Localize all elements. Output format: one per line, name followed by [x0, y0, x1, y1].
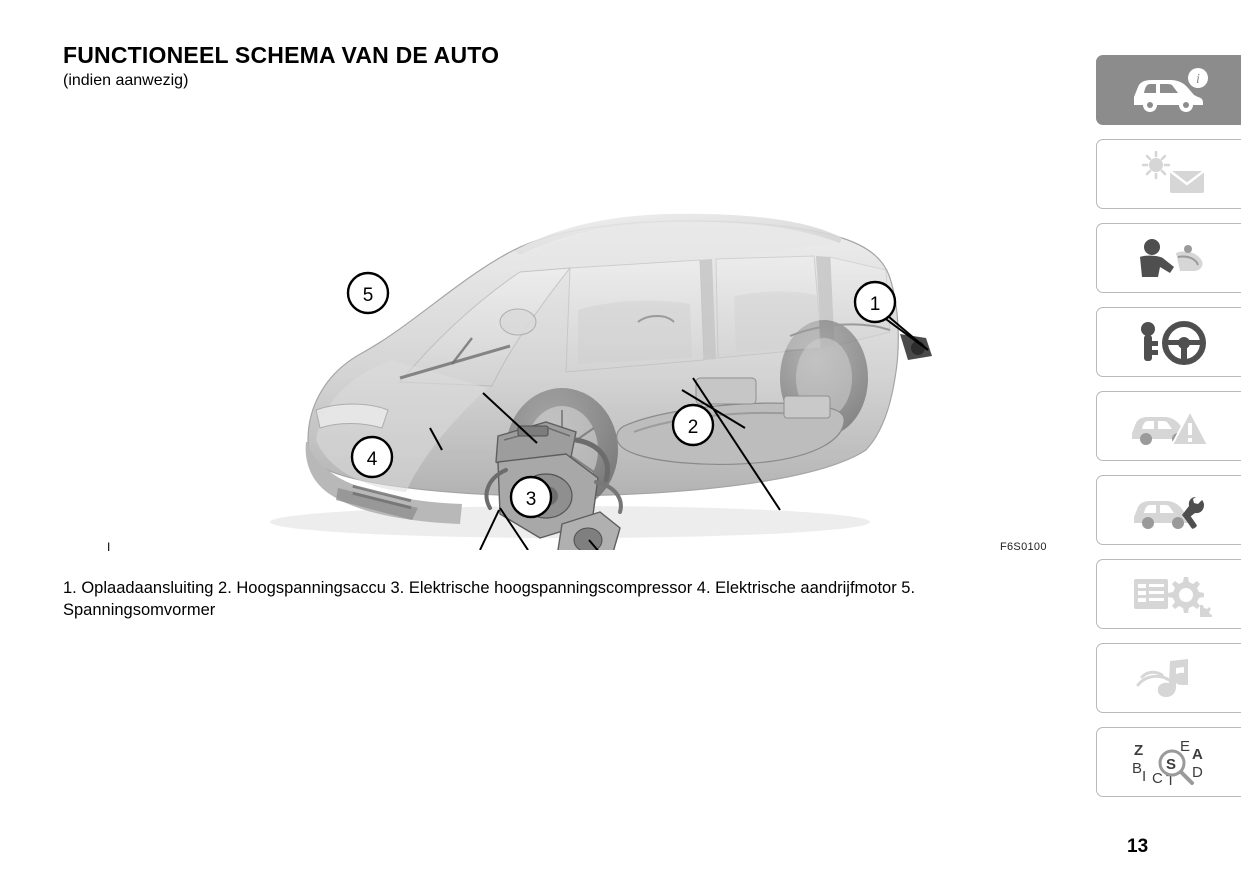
tab-car-info[interactable]: [1096, 55, 1241, 125]
safety-icon: [1126, 235, 1212, 281]
tab-multimedia[interactable]: [1096, 643, 1241, 713]
tab-safety[interactable]: [1096, 223, 1241, 293]
svg-text:A: A: [1192, 746, 1203, 763]
specs-gear-icon: [1126, 571, 1212, 617]
figure-left-mark: I: [107, 540, 111, 554]
warning-triangle-icon: [1126, 403, 1212, 449]
svg-text:D: D: [1192, 764, 1203, 781]
svg-text:S: S: [1166, 756, 1177, 773]
tab-technical-data[interactable]: [1096, 559, 1241, 629]
svg-text:C: C: [1152, 770, 1163, 785]
tab-index[interactable]: [1096, 727, 1241, 797]
svg-text:i: i: [1196, 72, 1200, 87]
tab-emergency[interactable]: [1096, 391, 1241, 461]
svg-text:T: T: [1166, 772, 1176, 785]
steering-wheel-icon: [1126, 319, 1212, 365]
page-title: FUNCTIONEEL SCHEMA VAN DE AUTO: [63, 42, 500, 68]
car-wrench-icon: [1126, 487, 1212, 533]
svg-text:1: 1: [869, 294, 881, 315]
tab-dashboard[interactable]: [1096, 139, 1241, 209]
tab-starting-driving[interactable]: [1096, 307, 1241, 377]
tab-maintenance[interactable]: [1096, 475, 1241, 545]
page-number: 13: [1127, 836, 1149, 857]
svg-text:B: B: [1132, 760, 1143, 777]
dashboard-icon: [1126, 151, 1212, 197]
svg-text:4: 4: [366, 449, 378, 470]
chapter-tab-strip: [1096, 55, 1241, 811]
svg-text:E: E: [1180, 739, 1191, 755]
svg-text:2: 2: [687, 417, 699, 438]
car-info-icon: [1126, 67, 1212, 113]
media-note-icon: [1126, 655, 1212, 701]
svg-text:I: I: [1142, 768, 1147, 785]
svg-text:3: 3: [525, 489, 537, 510]
vehicle-diagram: [100, 110, 1045, 550]
svg-text:Z: Z: [1134, 742, 1144, 759]
alphabet-index-icon: [1126, 739, 1212, 785]
figure-code: F6S0100: [1000, 541, 1047, 553]
page-subtitle: (indien aanwezig): [63, 72, 189, 89]
svg-text:5: 5: [362, 285, 374, 306]
figure-caption: 1. Oplaadaansluiting 2. Hoogspanningsaccu 3. Elektrische hoogspanningscompressor 4. Elektrische aandrijfmotor 5. Spanningsomvormer: [63, 579, 916, 619]
